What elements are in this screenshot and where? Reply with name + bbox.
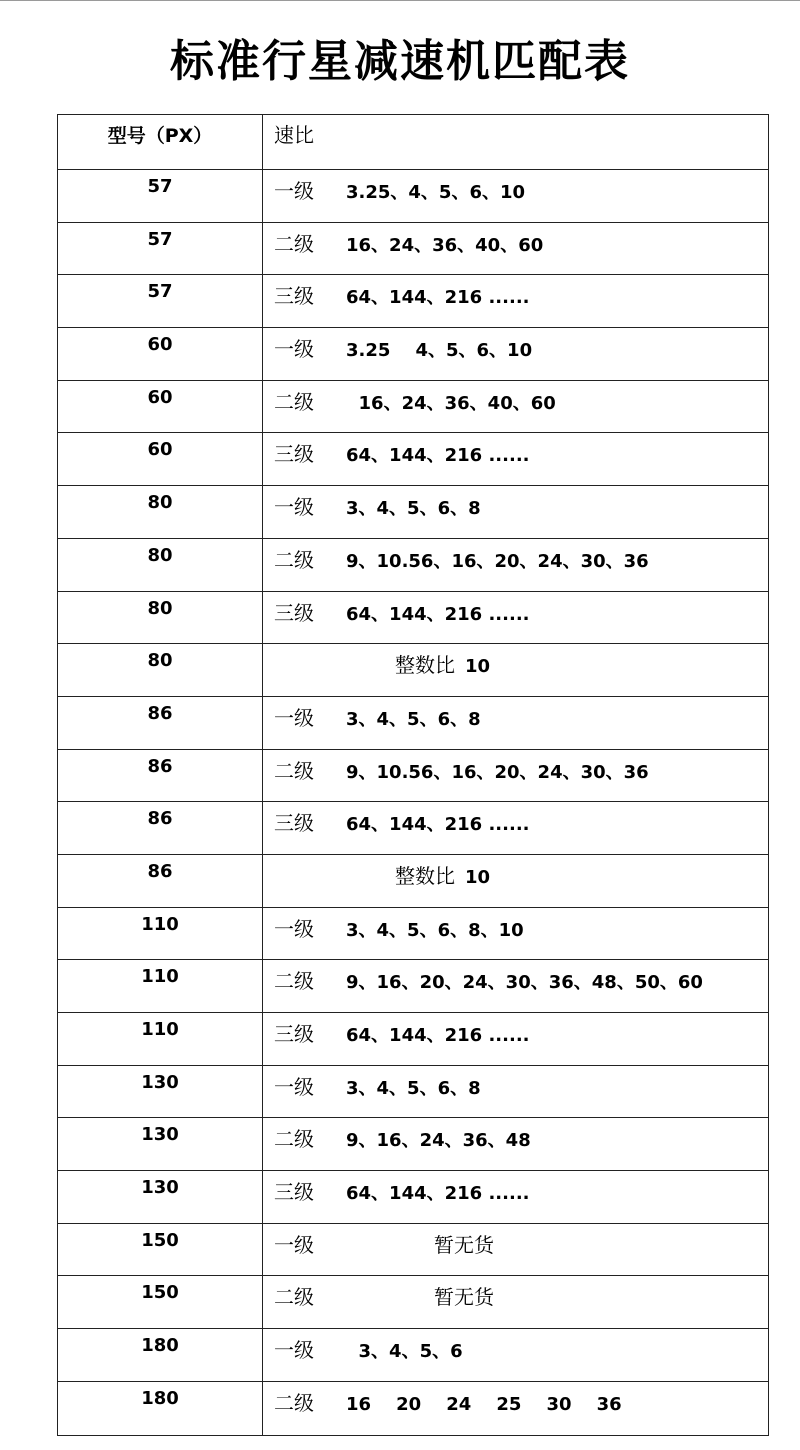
stage-label: 三级 (274, 811, 314, 836)
ratio-cell (263, 1276, 768, 1328)
ratio-cell (263, 1066, 768, 1118)
stage-label: 二级 (274, 969, 314, 994)
ratio-cell (263, 223, 768, 275)
model-cell: 110 (58, 960, 263, 1012)
stage-label: 三级 (274, 284, 314, 309)
stage-label: 二级 (274, 547, 314, 572)
ratio-values: 16、24、36、40、60 (346, 234, 544, 256)
table-row (58, 1276, 768, 1329)
stage-label: 二级 (274, 231, 314, 256)
ratio-cell (263, 960, 768, 1012)
integer-ratio-text (395, 860, 490, 889)
ratio-cell (263, 381, 768, 433)
ratio-cell (263, 750, 768, 802)
integer-ratio-value: 10 (465, 866, 491, 888)
ratio-cell (263, 1382, 768, 1435)
ratio-values: 3、4、5、6 (346, 1341, 463, 1363)
ratio-values: 3、4、5、6、8 (346, 498, 481, 520)
integer-ratio-value: 10 (465, 656, 491, 678)
model-cell: 57 (58, 170, 263, 222)
table-row (58, 539, 768, 592)
table-row (58, 802, 768, 855)
table-row (58, 697, 768, 750)
ratio-values: 9、16、20、24、30、36、48、50、60 (346, 972, 703, 994)
model-cell: 80 (58, 539, 263, 591)
table-row (58, 1013, 768, 1066)
model-cell: 80 (58, 486, 263, 538)
table-row (58, 960, 768, 1013)
model-cell: 57 (58, 275, 263, 327)
stage-label: 二级 (274, 758, 314, 783)
ratio-cell (263, 1329, 768, 1381)
model-cell: 60 (58, 328, 263, 380)
ratio-values: 3、4、5、6、8、10 (346, 919, 524, 941)
table-row (58, 275, 768, 328)
integer-ratio-text (395, 649, 490, 678)
no-stock-note: 暂无货 (434, 1232, 494, 1257)
stage-label: 一级 (274, 179, 314, 203)
header-model: 型号（PX） (58, 115, 263, 169)
model-cell: 80 (58, 592, 263, 644)
model-cell: 86 (58, 855, 263, 907)
model-cell: 110 (58, 908, 263, 960)
table-row (58, 908, 768, 961)
ratio-values: 64、144、216 ...... (346, 814, 530, 836)
table-row (58, 1382, 768, 1435)
integer-ratio-label: 整数比 (395, 863, 455, 888)
ratio-values: 3.25 4、5、6、10 (346, 340, 533, 362)
ratio-values: 9、10.56、16、20、24、30、36 (346, 761, 649, 783)
model-cell: 86 (58, 750, 263, 802)
table-row (58, 1224, 768, 1277)
ratio-cell (263, 855, 768, 907)
table-row (58, 1066, 768, 1119)
stage-label: 三级 (274, 600, 314, 625)
table-row (58, 855, 768, 908)
model-cell: 60 (58, 433, 263, 485)
stage-label: 二级 (274, 1285, 314, 1310)
ratio-values: 64、144、216 ...... (346, 1183, 530, 1205)
ratio-values: 16 20 24 25 30 36 (346, 1393, 622, 1415)
model-cell: 86 (58, 802, 263, 854)
ratio-cell (263, 433, 768, 485)
model-cell: 57 (58, 223, 263, 275)
model-cell: 110 (58, 1013, 263, 1065)
table-row (58, 170, 768, 223)
ratio-cell (263, 328, 768, 380)
stage-label: 二级 (274, 389, 314, 414)
ratio-values: 64、144、216 ...... (346, 287, 530, 309)
stage-label: 一级 (274, 337, 314, 362)
model-cell: 150 (58, 1276, 263, 1328)
stage-label: 二级 (274, 1127, 314, 1152)
model-cell: 130 (58, 1118, 263, 1170)
stage-label: 一级 (274, 916, 314, 941)
table-row (58, 644, 768, 697)
ratio-cell (263, 1171, 768, 1223)
no-stock-note: 暂无货 (434, 1285, 494, 1310)
ratio-cell (263, 170, 768, 222)
header-ratio: 速比 (274, 123, 314, 147)
model-cell: 130 (58, 1066, 263, 1118)
stage-label: 三级 (274, 1180, 314, 1205)
ratio-cell (263, 697, 768, 749)
table-row (58, 486, 768, 539)
table-row (58, 223, 768, 276)
integer-ratio-label: 整数比 (395, 653, 455, 678)
table-row (58, 1329, 768, 1382)
ratio-values: 9、16、24、36、48 (346, 1130, 531, 1152)
reducer-matching-table (57, 114, 769, 1436)
top-rule (0, 0, 800, 1)
ratio-values: 16、24、36、40、60 (346, 392, 556, 414)
stage-label: 二级 (274, 1390, 314, 1415)
table-row (58, 381, 768, 434)
table-row (58, 592, 768, 645)
ratio-cell (263, 644, 768, 696)
ratio-cell (263, 908, 768, 960)
table-body (58, 170, 768, 1435)
ratio-cell (263, 1224, 768, 1276)
ratio-values: 9、10.56、16、20、24、30、36 (346, 550, 649, 572)
ratio-values: 64、144、216 ...... (346, 445, 530, 467)
table-row (58, 750, 768, 803)
stage-label: 一级 (274, 1074, 314, 1099)
table-row (58, 1118, 768, 1171)
ratio-values: 3、4、5、6、8 (346, 708, 481, 730)
table-header-row (58, 115, 768, 170)
model-cell: 130 (58, 1171, 263, 1223)
ratio-cell (263, 1013, 768, 1065)
model-cell: 180 (58, 1329, 263, 1381)
table-row (58, 433, 768, 486)
stage-label: 一级 (274, 495, 314, 520)
stage-label: 一级 (274, 1338, 314, 1363)
ratio-values: 64、144、216 ...... (346, 603, 530, 625)
ratio-cell (263, 486, 768, 538)
table-row (58, 328, 768, 381)
page-title: 标准行星减速机匹配表 (170, 36, 630, 87)
model-cell: 80 (58, 644, 263, 696)
ratio-cell (263, 275, 768, 327)
ratio-values: 64、144、216 ...... (346, 1025, 530, 1046)
model-cell: 180 (58, 1382, 263, 1435)
ratio-cell (263, 539, 768, 591)
model-cell: 60 (58, 381, 263, 433)
ratio-cell (263, 592, 768, 644)
table-row (58, 1171, 768, 1224)
ratio-cell (263, 1118, 768, 1170)
stage-label: 三级 (274, 1022, 314, 1046)
stage-label: 三级 (274, 442, 314, 467)
ratio-values: 3、4、5、6、8 (346, 1077, 481, 1099)
ratio-values: 3.25、4、5、6、10 (346, 182, 526, 203)
model-cell: 86 (58, 697, 263, 749)
ratio-cell (263, 802, 768, 854)
stage-label: 一级 (274, 1232, 314, 1257)
stage-label: 一级 (274, 705, 314, 730)
model-cell: 150 (58, 1224, 263, 1276)
